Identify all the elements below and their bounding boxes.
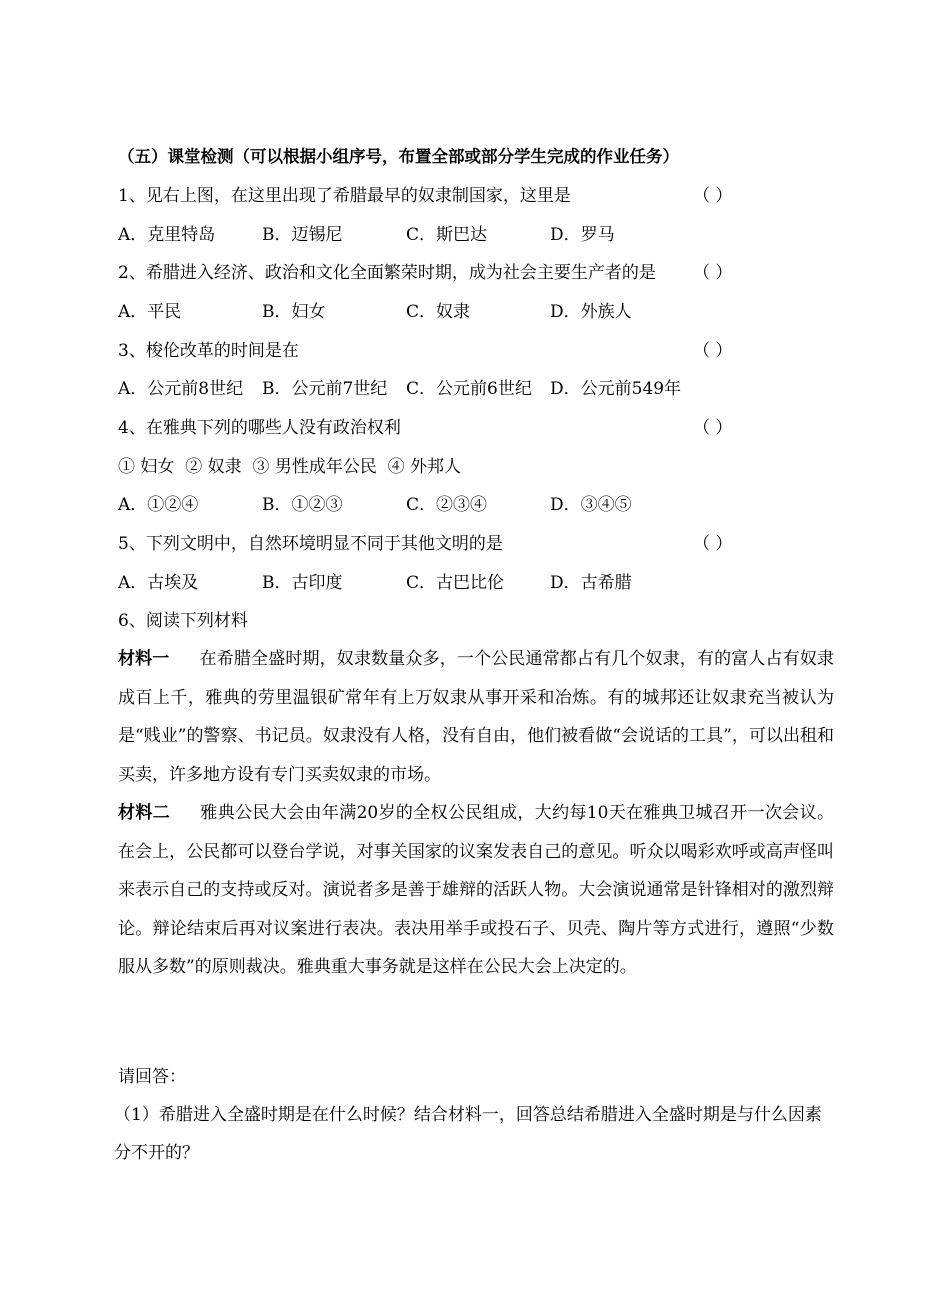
answer-prompt: 请回答： bbox=[118, 1067, 186, 1087]
question-2-option-a: A．平民 bbox=[118, 302, 182, 322]
material-one-text: 在希腊全盛时期，奴隶数量众多，一个公民通常都占有几个奴隶，有的富人占有奴隶成百上千，雅典的劳里温银矿常年有上万奴隶从事开采和冶炼。有的城邦还让奴隶充当被认为是“贱业”的警察、书记员。奴隶没有人格，没有自由，他们被看做“会说话的工具”，可以出租和买卖，许多地方设有专门买卖奴隶的市场。 bbox=[118, 649, 835, 785]
material-two-text: 雅典公民大会由年满20岁的全权公民组成，大约每10天在雅典卫城召开一次会议。在会上，公民都可以登台学说，对事关国家的议案发表自己的意见。听众以喝彩欢呼或高声怪叫来表示自己的支持或反对。演说者多是善于雄辩的活跃人物。大会演说通常是针锋相对的激烈辩论。辩论结束后再对议案进行表决。表决用举手或投石子、贝壳、陶片等方式进行，遵照“少数服从多数”的原则裁决。雅典重大事务就是这样在公民大会上决定的。 bbox=[118, 803, 835, 978]
material-two-label: 材料二 bbox=[118, 803, 171, 823]
question-1-option-c: C．斯巴达 bbox=[406, 225, 488, 245]
question-2-option-b: B．妇女 bbox=[262, 302, 326, 322]
question-5-option-c: C．古巴比伦 bbox=[406, 573, 505, 593]
question-3-option-b: B．公元前7世纪 bbox=[262, 379, 388, 399]
question-3-option-a: A．公元前8世纪 bbox=[118, 379, 244, 399]
question-4-option-d: D．③④⑤ bbox=[550, 495, 632, 515]
question-3-option-d: D．公元前549年 bbox=[550, 379, 682, 399]
material-one-paragraph bbox=[118, 640, 834, 794]
question-4-stem: 4、在雅典下列的哪些人没有政治权利 bbox=[118, 418, 401, 438]
question-1-answer-bracket: （ ） bbox=[693, 186, 733, 206]
material-one-label: 材料一 bbox=[118, 649, 170, 669]
question-3-option-c: C．公元前6世纪 bbox=[406, 379, 532, 399]
question-5-answer-bracket: （ ） bbox=[693, 534, 733, 554]
material-two-paragraph bbox=[118, 794, 834, 987]
question-2-answer-bracket: （ ） bbox=[693, 263, 733, 283]
question-4-answer-bracket: （ ） bbox=[693, 418, 733, 438]
question-4-option-a: A．①②④ bbox=[118, 495, 199, 515]
question-5-option-d: D．古希腊 bbox=[550, 573, 632, 593]
question-1-option-d: D．罗马 bbox=[550, 225, 615, 245]
question-1-stem: 1、见右上图，在这里出现了希腊最早的奴隶制国家，这里是 bbox=[118, 186, 571, 206]
question-4-option-c: C．②③④ bbox=[406, 495, 488, 515]
question-4-option-b: B．①②③ bbox=[262, 495, 343, 515]
sub-question-1: （1）希腊进入全盛时期是在什么时候？结合材料一，回答总结希腊进入全盛时期是与什么因素分不开的？ bbox=[114, 1105, 822, 1163]
question-5-option-a: A．古埃及 bbox=[118, 573, 199, 593]
question-6-stem: 6、阅读下列材料 bbox=[118, 611, 248, 631]
question-2-option-d: D．外族人 bbox=[550, 302, 632, 322]
question-3-answer-bracket: （ ） bbox=[693, 341, 733, 361]
section-heading: （五）课堂检测（可以根据小组序号，布置全部或部分学生完成的作业任务） bbox=[118, 147, 679, 166]
question-2-option-c: C．奴隶 bbox=[406, 302, 471, 322]
question-2-stem: 2、希腊进入经济、政治和文化全面繁荣时期，成为社会主要生产者的是 bbox=[118, 263, 656, 283]
question-5-stem: 5、下列文明中，自然环境明显不同于其他文明的是 bbox=[118, 534, 503, 554]
question-4-items: ① 妇女 ② 奴隶 ③ 男性成年公民 ④ 外邦人 bbox=[118, 457, 462, 477]
question-1-option-b: B．迈锡尼 bbox=[262, 225, 343, 245]
question-1-option-a: A．克里特岛 bbox=[118, 225, 216, 245]
question-3-stem: 3、梭伦改革的时间是在 bbox=[118, 341, 299, 361]
question-5-option-b: B．古印度 bbox=[262, 573, 343, 593]
